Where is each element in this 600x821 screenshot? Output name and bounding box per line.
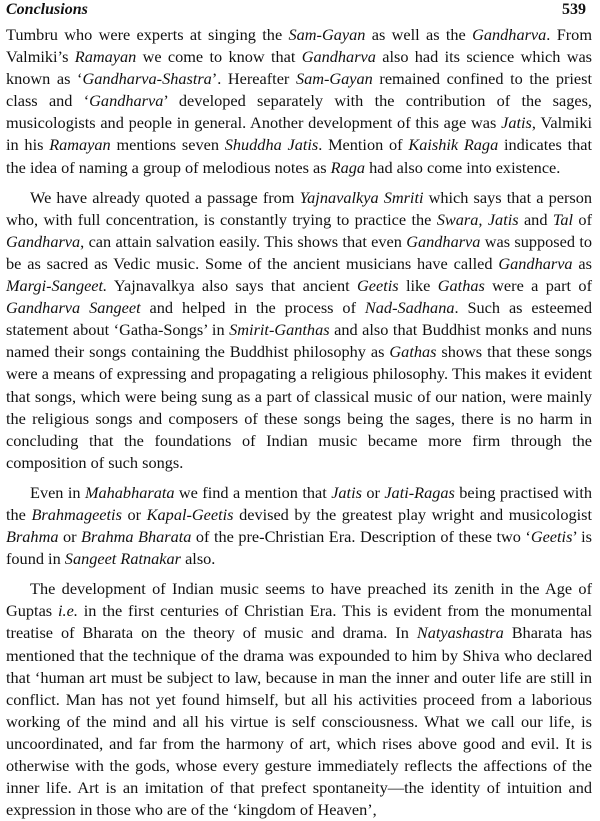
text-run: Bharata has mentioned that the technique of the drama was expounded to him by Shiva who declared that ‘human art must be subject to law, because in man the inner and outer life are still in conflict. Man has not yet found himself, but all his activities proceed from a laborious working of the mind and all his virtue is self consciousness. What we call our life, is uncoordinated, and far from the harmony of art, which rises above good and evil. It is otherwise with the gods, whose every gesture immediately reflects the affections of the inner life. Art is an imitation of that prefect spontaneity—the identity of intuition and expression in those who are of the ‘kingdom of Heaven’,	[6, 623, 592, 820]
italic-text: Gandharva	[301, 47, 376, 67]
italic-text: Kapal-Geetis	[146, 504, 234, 524]
italic-text: Gandharva-Shastra	[82, 69, 212, 89]
italic-text: i.e.	[58, 601, 78, 621]
italic-text: Brahma Bharata	[81, 527, 192, 547]
paragraph	[6, 482, 592, 570]
italic-text: Shuddha Jatis	[224, 135, 319, 155]
text-run: we find a mention that	[174, 482, 332, 502]
paragraph	[6, 578, 592, 821]
text-run: ’ is found in	[6, 527, 592, 569]
text-run: , Valmiki in his	[6, 113, 592, 155]
text-run: shows that these songs were a means of expressing and propagating a religious philosophy. This makes it evident that songs, which were being sung as a part of classical music of our nation, were mainly the religious songs and composers of these songs being the sages, there is no harm in concluding that the foundations of Indian music became more firm through the composition of such songs.	[6, 342, 593, 472]
text-run: being practised with the	[6, 482, 592, 524]
page-number: 539	[562, 1, 586, 18]
italic-text: Gathas	[437, 276, 485, 296]
italic-text: Smirit-Ganthas	[229, 320, 330, 340]
text-run: and helped in the process of	[140, 298, 365, 318]
paragraph	[6, 187, 592, 474]
italic-text: Ramayan	[74, 47, 137, 67]
text-run: Tumbru who were experts at singing the	[6, 25, 289, 44]
text-run: was supposed to be as sacred as Vedic music. Some of the ancient musicians have called	[6, 231, 592, 273]
italic-text: Tal	[552, 209, 574, 229]
text-run: ’. Hereafter	[211, 69, 296, 89]
italic-text: Sam-Gayan	[288, 25, 366, 44]
book-page	[6, 0, 592, 821]
italic-text: Mahabharata	[84, 482, 175, 502]
text-run: like	[398, 276, 438, 296]
text-run: also.	[181, 549, 216, 569]
italic-text: Raga	[330, 157, 366, 177]
paragraph	[6, 24, 592, 179]
text-run: . From Valmiki’s	[6, 25, 592, 67]
text-run: ’ developed separately with the contribution of the sages, musicologists and people in general. Another development of this age was	[6, 91, 593, 133]
text-run: remained confined to the priest class and ‘	[6, 69, 593, 111]
italic-text: Geetis	[530, 527, 573, 547]
text-run: Yajnavalkya also says that ancient	[107, 276, 358, 296]
italic-text: Brahmageetis	[31, 504, 122, 524]
text-run: and	[518, 209, 553, 229]
italic-text: Gandharva	[6, 231, 81, 251]
text-run: The development of Indian music seems to have preached its zenith in the Age of Guptas	[6, 579, 592, 621]
italic-text: Nad-Sadhana	[364, 298, 455, 318]
text-run: . Mention of	[318, 135, 409, 155]
text-run: as	[572, 253, 592, 273]
text-run: and also that Buddhist monks and nuns named their songs containing the Buddhist philosophy as	[6, 320, 592, 362]
italic-text: Sam-Gayan	[295, 69, 373, 89]
text-run: mentions seven	[110, 135, 225, 155]
text-run: we come to know that	[136, 47, 302, 67]
italic-text: Ramayan	[49, 135, 111, 155]
italic-text: Gandharva	[89, 91, 164, 111]
text-run: as well as the	[365, 25, 473, 44]
text-run: We have already quoted a passage from	[30, 187, 300, 207]
text-run: were a part of	[484, 276, 592, 296]
text-run: or	[58, 527, 82, 547]
italic-text: Gandharva	[406, 231, 481, 251]
body-text	[6, 24, 592, 821]
running-head	[6, 0, 592, 24]
italic-text: Jati-Ragas	[384, 482, 455, 502]
italic-text: Sangeet Ratnakar	[64, 549, 181, 569]
section-title: Conclusions	[6, 1, 88, 18]
text-run: had also come into existence.	[365, 157, 561, 177]
text-run: also had its science which was known as ‘	[6, 47, 593, 89]
text-run: or	[361, 482, 385, 502]
text-run: of	[573, 209, 592, 229]
italic-text: Gandharva	[498, 253, 573, 273]
italic-text: Geetis	[357, 276, 399, 296]
italic-text: Gandharva Sangeet	[6, 298, 141, 318]
italic-text: Gathas	[389, 342, 437, 362]
italic-text: Swara, Jatis	[436, 209, 519, 229]
italic-text: Jatis	[501, 113, 532, 133]
text-run: of the pre-Christian Era. Description of these two ‘	[191, 527, 531, 547]
text-run: Even in	[30, 482, 85, 502]
italic-text: Jatis	[331, 482, 362, 502]
text-run: or	[121, 504, 147, 524]
text-run: indicates that the idea of naming a group of melodious notes as	[6, 135, 593, 177]
text-run: , can attain salvation easily. This shows that even	[80, 231, 407, 251]
italic-text: Brahma	[6, 527, 59, 547]
text-run: which says that a person who, with full concentration, is constantly trying to practice the	[6, 187, 592, 229]
italic-text: Yajnavalkya Smriti	[299, 187, 424, 207]
text-run: . Such as esteemed statement about ‘Gatha-Songs’ in	[6, 298, 592, 340]
text-run: devised by the greatest play wright and musicologist	[233, 504, 593, 524]
italic-text: Gandharva	[472, 25, 547, 44]
italic-text: Kaishik Raga	[408, 135, 499, 155]
text-run: in the first centuries of Christian Era. This is evident from the monumental treatise of Bharata on the theory of music and drama. In	[6, 601, 592, 643]
italic-text: Natyashastra	[416, 623, 504, 643]
italic-text: Margi-Sangeet.	[6, 276, 108, 296]
